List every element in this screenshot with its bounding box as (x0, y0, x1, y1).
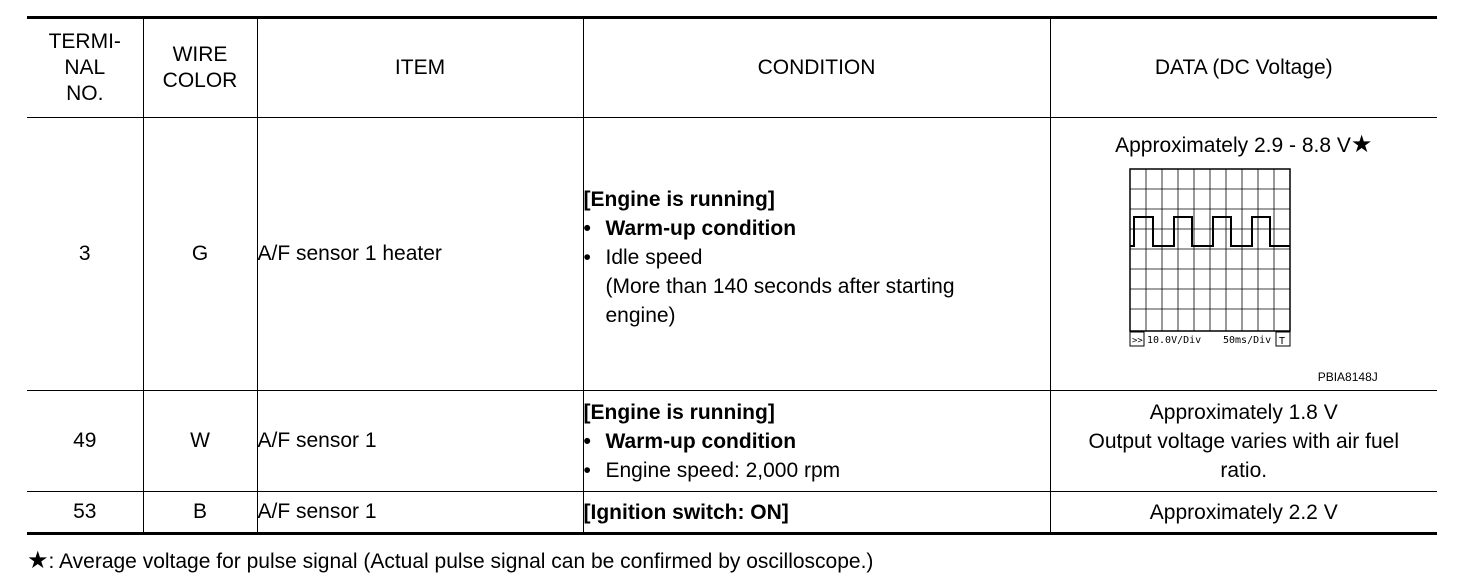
scope-volt-label: 10.0V/Div (1146, 335, 1201, 346)
data-line: Output voltage varies with air fuel (1088, 429, 1399, 453)
condition-bullet: • Idle speed (584, 243, 1050, 272)
wire-color-cell: B (143, 492, 257, 534)
header-wire-line-1: WIRE (172, 43, 228, 66)
header-row (27, 18, 1437, 118)
header-terminal-line-2: NAL (64, 56, 106, 79)
condition-bullet: • Warm-up condition (584, 214, 1050, 243)
wire-color-cell: G (143, 118, 257, 391)
data-cell (1050, 118, 1437, 391)
data-line: Approximately 1.8 V (1149, 400, 1338, 424)
condition-heading: [Engine is running] (583, 187, 775, 211)
terminal-cell: 49 (27, 391, 143, 492)
footnote (27, 546, 873, 577)
header-item: ITEM (257, 18, 583, 118)
terminal-cell: 53 (27, 492, 143, 534)
item-cell: A/F sensor 1 heater (257, 118, 583, 391)
data-voltage-value: Approximately 2.9 - 8.8 V (1115, 134, 1351, 157)
header-wire-color (143, 18, 257, 118)
header-condition: CONDITION (583, 18, 1050, 118)
header-wire-line-2: COLOR (162, 69, 238, 92)
data-voltage-text (1051, 130, 1438, 160)
oscilloscope-waveform (1129, 168, 1297, 348)
terminal-data-table (27, 16, 1437, 535)
condition-bullet: • Warm-up condition (584, 427, 1050, 456)
scope-right-marker: T (1278, 336, 1285, 347)
oscilloscope-figure (1104, 168, 1384, 390)
star-icon: ★ (27, 547, 49, 574)
table-row (27, 118, 1437, 391)
data-cell (1050, 391, 1437, 492)
item-cell: A/F sensor 1 (257, 492, 583, 534)
data-cell: Approximately 2.2 V (1050, 492, 1437, 534)
table-row (27, 492, 1437, 534)
item-cell: A/F sensor 1 (257, 391, 583, 492)
condition-heading: [Ignition switch: ON] (583, 500, 789, 524)
scope-time-label: 50ms/Div (1222, 335, 1271, 346)
condition-cell (583, 391, 1050, 492)
star-icon: ★ (1350, 131, 1373, 158)
footnote-text: : Average voltage for pulse signal (Actual pulse signal can be confirmed by oscilloscope.) (48, 550, 874, 573)
condition-heading: [Engine is running] (583, 400, 775, 424)
header-terminal-no (27, 18, 143, 118)
header-data: DATA (DC Voltage) (1050, 18, 1437, 118)
data-line: ratio. (1220, 458, 1268, 482)
condition-bullet: • Engine speed: 2,000 rpm (584, 456, 1050, 485)
wire-color-cell: W (143, 391, 257, 492)
scope-left-marker: >> (1131, 336, 1143, 346)
image-code: PBIA8148J (1317, 370, 1378, 384)
terminal-cell: 3 (27, 118, 143, 391)
header-terminal-line-1: TERMI- (48, 30, 121, 53)
condition-sub-line: (More than 140 seconds after starting (605, 274, 955, 298)
condition-sub-line: engine) (605, 303, 676, 327)
condition-cell (583, 492, 1050, 534)
header-terminal-line-3: NO. (66, 82, 104, 105)
table-row (27, 391, 1437, 492)
condition-cell (583, 118, 1050, 391)
